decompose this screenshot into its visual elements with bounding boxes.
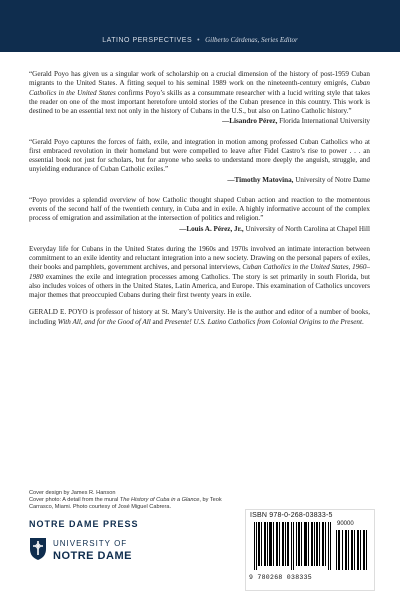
- university-logo: [29, 537, 139, 565]
- blurb-quote: “Gerald Poyo has given us a singular work of scholarship on a crucial dimension of the history of post-1959 Cuban migrants to the United States. A fitting sequel to his seminal 1989 work on the nineteenth-century emigrés, Cuban Catholics in the United States confirms Poyo’s skills as a consummate researcher with a lucid writing style that takes the reader on one of the most important heretofore untold stories of the Cuban presence in this country. This work is destined to be an essential text not only in the history of Cubans in the U.S., but also on Latino Catholic history.”: [29, 70, 370, 115]
- blurb-attribution: —Louis A. Pérez, Jr., University of North Carolina at Chapel Hill: [179, 224, 370, 233]
- blurb-attribution: —Timothy Matovina, University of Notre Dame: [227, 175, 370, 184]
- shield-icon: [29, 537, 47, 561]
- press-name: NOTRE DAME PRESS: [29, 519, 139, 529]
- header-band: [0, 0, 400, 52]
- barcode-block: [245, 509, 375, 591]
- blurb-perez: [29, 70, 370, 127]
- price-code: 90000: [337, 521, 354, 527]
- price-barcode-icon: [336, 530, 368, 570]
- blurb-attribution: —Lisandro Pérez, Florida International University: [222, 117, 370, 126]
- university-line1: UNIVERSITY OF: [53, 539, 128, 548]
- book-description: Everyday life for Cubans in the United States during the 1960s and 1970s involved an intimate interaction between commitment to an exile identity and reluctant integration into a new society. Drawing on the personal papers of exiles, their books and pamphlets, government archives, and personal interviews, Cuban Catholics in the United States, 1960–1980 examines the exile and integration processes among Catholics. The story is set primarily in south Florida, but also includes voices of others in the United States, Latin America, and Europe. This examination of Catholics uncovers major themes that preoccupied Cubans during their first twenty years in exile.: [29, 244, 370, 299]
- blurb-quote: “Poyo provides a splendid overview of how Catholic thought shaped Cuban action and reaction to the momentous events of the second half of the twentieth century, in Cuba and in exile. A highly informative account of the complex process of emigration and assimilation at the intersection of politics and religion.”: [29, 195, 370, 223]
- design-credit: Cover design by James R. Hanson: [29, 490, 116, 496]
- barcode-icon: [254, 522, 332, 570]
- series-line: [0, 36, 400, 44]
- blurb-quote: “Gerald Poyo captures the forces of faith, exile, and integration in motion among professed Cuban Catholics who at first embraced revolution in their homeland but were compelled to leave after Fidel Castro’s rise to power . . . an essential book not just for scholars, but for anyone who seeks to understand more deeply the anguish, struggle, and unyielding endurance of Cuban Catholic exiles.”: [29, 137, 370, 174]
- series-editor: Gilberto Cárdenas, Series Editor: [205, 36, 298, 44]
- photo-credit: Cover photo: A detail from the mural The History of Cuba in a Glance, by Teok Carrasco, Miami. Photo courtesy of José Miguel Cabrera.: [29, 497, 222, 510]
- blurb-perez-jr: [29, 196, 370, 234]
- university-line2: NOTRE DAME: [53, 550, 132, 562]
- series-title: LATINO PERSPECTIVES: [102, 37, 193, 44]
- author-bio: GERALD E. POYO is professor of history at St. Mary’s University. He is the author and editor of a number of books, including With All, and for the Good of All and Presente! U.S. Latino Catholics from Colonial Origins to the Present.: [29, 308, 370, 326]
- series-separator: •: [197, 37, 201, 44]
- text-body: [29, 70, 370, 327]
- barcode-digits: 9 780268 038335: [249, 574, 313, 581]
- cover-credits: [29, 490, 239, 511]
- isbn-text: ISBN 978-0-268-03833-5: [250, 512, 333, 519]
- blurb-matovina: [29, 138, 370, 185]
